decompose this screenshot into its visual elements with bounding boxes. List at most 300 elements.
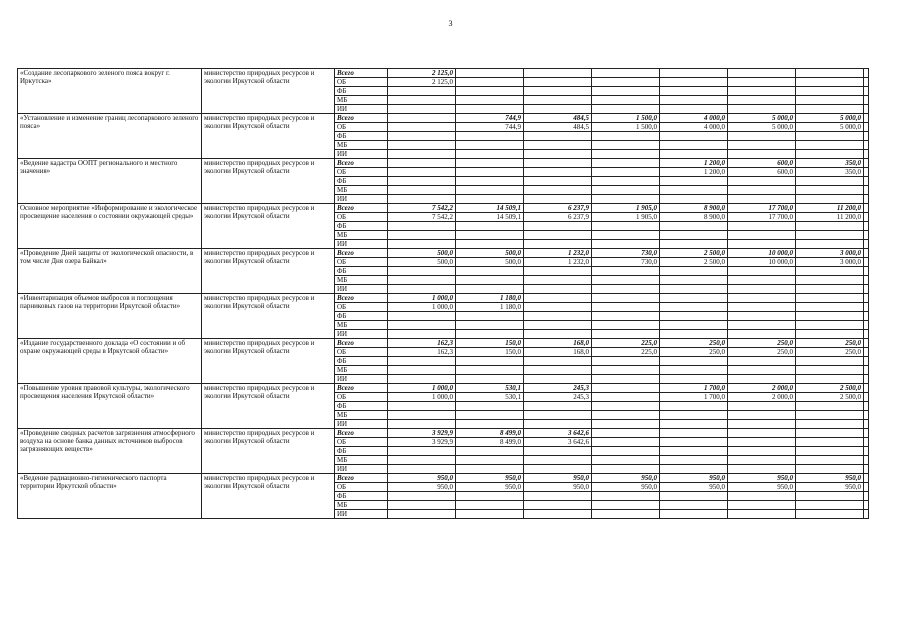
amount-cell: [864, 420, 869, 429]
amount-cell: [864, 231, 869, 240]
amount-cell: [388, 330, 456, 339]
amount-cell: [592, 240, 660, 249]
funding-source-cell: МБ: [335, 321, 388, 330]
amount-cell: [524, 321, 592, 330]
amount-cell: [728, 186, 796, 195]
amount-cell: [456, 411, 524, 420]
amount-cell: [524, 465, 592, 474]
amount-cell: [864, 375, 869, 384]
amount-cell: [592, 87, 660, 96]
amount-cell: [388, 447, 456, 456]
amount-cell: 10 000,0: [728, 258, 796, 267]
amount-cell: [592, 177, 660, 186]
amount-cell: [660, 303, 728, 312]
amount-cell: [728, 501, 796, 510]
funding-source-cell: МБ: [335, 186, 388, 195]
amount-cell: 350,0: [796, 168, 864, 177]
amount-cell: 8 900,0: [660, 204, 728, 213]
amount-cell: [456, 195, 524, 204]
amount-cell: [592, 492, 660, 501]
amount-cell: [728, 141, 796, 150]
amount-cell: [864, 303, 869, 312]
amount-cell: [388, 366, 456, 375]
amount-cell: [524, 105, 592, 114]
amount-cell: 225,0: [592, 339, 660, 348]
amount-cell: [864, 339, 869, 348]
amount-cell: 500,0: [456, 258, 524, 267]
amount-cell: [728, 267, 796, 276]
amount-cell: [524, 96, 592, 105]
amount-cell: [388, 132, 456, 141]
amount-cell: [728, 357, 796, 366]
funding-source-cell: Всего: [335, 159, 388, 168]
amount-cell: [864, 429, 869, 438]
amount-cell: 950,0: [728, 474, 796, 483]
amount-cell: [864, 177, 869, 186]
amount-cell: 730,0: [592, 258, 660, 267]
executor-cell: министерство природных ресурсов и экологии Иркутской области: [202, 114, 335, 159]
amount-cell: [388, 177, 456, 186]
amount-cell: [524, 402, 592, 411]
amount-cell: [796, 321, 864, 330]
amount-cell: 950,0: [524, 474, 592, 483]
amount-cell: [864, 366, 869, 375]
amount-cell: [796, 411, 864, 420]
amount-cell: [728, 411, 796, 420]
amount-cell: [524, 501, 592, 510]
amount-cell: [864, 393, 869, 402]
amount-cell: [796, 375, 864, 384]
amount-cell: [592, 96, 660, 105]
amount-cell: [524, 267, 592, 276]
amount-cell: 4 000,0: [660, 114, 728, 123]
amount-cell: 350,0: [796, 159, 864, 168]
amount-cell: [456, 276, 524, 285]
amount-cell: 8 499,0: [456, 438, 524, 447]
amount-cell: 950,0: [796, 474, 864, 483]
amount-cell: [796, 231, 864, 240]
amount-cell: [660, 78, 728, 87]
amount-cell: [388, 402, 456, 411]
amount-cell: [592, 429, 660, 438]
amount-cell: 162,3: [388, 348, 456, 357]
amount-cell: [728, 240, 796, 249]
amount-cell: [660, 105, 728, 114]
amount-cell: 950,0: [456, 474, 524, 483]
executor-cell: министерство природных ресурсов и экологии Иркутской области: [202, 339, 335, 384]
amount-cell: 1 500,0: [592, 123, 660, 132]
table-row: [18, 429, 869, 438]
funding-source-cell: ФБ: [335, 492, 388, 501]
amount-cell: [388, 312, 456, 321]
executor-cell: министерство природных ресурсов и экологии Иркутской области: [202, 249, 335, 294]
amount-cell: [524, 222, 592, 231]
activity-name-cell: «Проведение Дней защиты от экологической опасности, в том числе Дня озера Байкал»: [18, 249, 202, 294]
amount-cell: 1 000,0: [388, 294, 456, 303]
amount-cell: 530,1: [456, 384, 524, 393]
amount-cell: 5 000,0: [728, 123, 796, 132]
amount-cell: 11 200,0: [796, 204, 864, 213]
amount-cell: [388, 492, 456, 501]
amount-cell: [660, 321, 728, 330]
amount-cell: [592, 105, 660, 114]
amount-cell: 1 232,0: [524, 249, 592, 258]
amount-cell: [728, 285, 796, 294]
amount-cell: [388, 501, 456, 510]
amount-cell: [660, 465, 728, 474]
funding-source-cell: МБ: [335, 96, 388, 105]
amount-cell: [796, 195, 864, 204]
amount-cell: [660, 231, 728, 240]
amount-cell: 250,0: [728, 348, 796, 357]
amount-cell: [728, 438, 796, 447]
amount-cell: [864, 204, 869, 213]
amount-cell: [864, 384, 869, 393]
amount-cell: [796, 186, 864, 195]
amount-cell: [456, 321, 524, 330]
amount-cell: [660, 195, 728, 204]
funding-source-cell: Всего: [335, 294, 388, 303]
amount-cell: [864, 78, 869, 87]
amount-cell: [864, 321, 869, 330]
funding-source-cell: ИИ: [335, 510, 388, 519]
amount-cell: [456, 87, 524, 96]
amount-cell: 1 905,0: [592, 204, 660, 213]
amount-cell: [864, 159, 869, 168]
amount-cell: 3 929,9: [388, 438, 456, 447]
amount-cell: [388, 321, 456, 330]
amount-cell: [864, 276, 869, 285]
amount-cell: [864, 132, 869, 141]
amount-cell: [660, 411, 728, 420]
amount-cell: [728, 510, 796, 519]
amount-cell: [728, 429, 796, 438]
executor-cell: министерство природных ресурсов и экологии Иркутской области: [202, 429, 335, 474]
funding-source-cell: МБ: [335, 141, 388, 150]
executor-cell: министерство природных ресурсов и экологии Иркутской области: [202, 474, 335, 519]
amount-cell: [864, 492, 869, 501]
amount-cell: [524, 303, 592, 312]
executor-cell: министерство природных ресурсов и экологии Иркутской области: [202, 159, 335, 204]
amount-cell: [524, 231, 592, 240]
amount-cell: 4 000,0: [660, 123, 728, 132]
activity-name-cell: «Повышение уровня правовой культуры, экологического просвещения населения Иркутской области»: [18, 384, 202, 429]
amount-cell: [524, 375, 592, 384]
amount-cell: [864, 69, 869, 78]
amount-cell: [456, 285, 524, 294]
amount-cell: [456, 501, 524, 510]
amount-cell: 14 509,1: [456, 204, 524, 213]
amount-cell: 500,0: [388, 249, 456, 258]
amount-cell: 250,0: [660, 348, 728, 357]
amount-cell: 600,0: [728, 159, 796, 168]
amount-cell: [864, 285, 869, 294]
amount-cell: [592, 384, 660, 393]
amount-cell: 245,3: [524, 393, 592, 402]
funding-source-cell: МБ: [335, 501, 388, 510]
amount-cell: [524, 492, 592, 501]
amount-cell: [864, 249, 869, 258]
funding-source-cell: ОБ: [335, 303, 388, 312]
amount-cell: [796, 87, 864, 96]
amount-cell: [456, 465, 524, 474]
amount-cell: [796, 150, 864, 159]
amount-cell: [864, 357, 869, 366]
funding-source-cell: ОБ: [335, 348, 388, 357]
amount-cell: 950,0: [456, 483, 524, 492]
amount-cell: 8 900,0: [660, 213, 728, 222]
amount-cell: [660, 177, 728, 186]
amount-cell: [728, 402, 796, 411]
amount-cell: 7 542,2: [388, 204, 456, 213]
amount-cell: 3 642,6: [524, 438, 592, 447]
funding-source-cell: ОБ: [335, 438, 388, 447]
amount-cell: [456, 78, 524, 87]
amount-cell: [660, 87, 728, 96]
amount-cell: [388, 240, 456, 249]
amount-cell: [388, 465, 456, 474]
amount-cell: 500,0: [388, 258, 456, 267]
amount-cell: [524, 177, 592, 186]
amount-cell: [456, 402, 524, 411]
activity-name-cell: «Создание лесопаркового зеленого пояса вокруг г. Иркутска»: [18, 69, 202, 114]
amount-cell: [388, 276, 456, 285]
amount-cell: [864, 402, 869, 411]
amount-cell: [592, 330, 660, 339]
amount-cell: 530,1: [456, 393, 524, 402]
amount-cell: [388, 267, 456, 276]
amount-cell: [456, 222, 524, 231]
amount-cell: [524, 510, 592, 519]
amount-cell: 744,9: [456, 123, 524, 132]
amount-cell: 2 125,0: [388, 78, 456, 87]
amount-cell: [660, 141, 728, 150]
amount-cell: [796, 276, 864, 285]
amount-cell: [524, 141, 592, 150]
funding-source-cell: МБ: [335, 231, 388, 240]
amount-cell: [864, 510, 869, 519]
amount-cell: [728, 96, 796, 105]
amount-cell: [796, 312, 864, 321]
amount-cell: [796, 510, 864, 519]
amount-cell: [456, 168, 524, 177]
amount-cell: [524, 447, 592, 456]
amount-cell: [456, 375, 524, 384]
amount-cell: [728, 447, 796, 456]
amount-cell: [456, 510, 524, 519]
amount-cell: [864, 141, 869, 150]
amount-cell: [456, 69, 524, 78]
amount-cell: [592, 510, 660, 519]
amount-cell: 250,0: [796, 339, 864, 348]
amount-cell: [660, 267, 728, 276]
amount-cell: [524, 132, 592, 141]
funding-source-cell: Всего: [335, 69, 388, 78]
amount-cell: [864, 294, 869, 303]
amount-cell: [864, 213, 869, 222]
amount-cell: [796, 357, 864, 366]
amount-cell: [660, 429, 728, 438]
amount-cell: [660, 357, 728, 366]
amount-cell: [728, 231, 796, 240]
amount-cell: [456, 186, 524, 195]
amount-cell: [864, 411, 869, 420]
amount-cell: [592, 303, 660, 312]
amount-cell: 1 200,0: [660, 168, 728, 177]
amount-cell: 8 499,0: [456, 429, 524, 438]
amount-cell: [796, 177, 864, 186]
amount-cell: [524, 168, 592, 177]
amount-cell: [388, 510, 456, 519]
amount-cell: [592, 150, 660, 159]
amount-cell: [592, 312, 660, 321]
amount-cell: 950,0: [728, 483, 796, 492]
amount-cell: [592, 321, 660, 330]
amount-cell: [796, 330, 864, 339]
amount-cell: 950,0: [388, 474, 456, 483]
amount-cell: [524, 312, 592, 321]
funding-source-cell: Всего: [335, 429, 388, 438]
amount-cell: [456, 420, 524, 429]
amount-cell: [524, 456, 592, 465]
amount-cell: [524, 240, 592, 249]
amount-cell: [524, 150, 592, 159]
amount-cell: [728, 330, 796, 339]
amount-cell: [728, 321, 796, 330]
amount-cell: [796, 69, 864, 78]
amount-cell: 2 500,0: [796, 384, 864, 393]
amount-cell: [456, 312, 524, 321]
amount-cell: 11 200,0: [796, 213, 864, 222]
amount-cell: [796, 366, 864, 375]
amount-cell: [660, 375, 728, 384]
amount-cell: 162,3: [388, 339, 456, 348]
activity-name-cell: «Издание государственного доклада «О состоянии и об охране окружающей среды в Иркутской области»: [18, 339, 202, 384]
table-row: [18, 294, 869, 303]
funding-source-cell: ИИ: [335, 375, 388, 384]
amount-cell: [660, 222, 728, 231]
amount-cell: [660, 438, 728, 447]
amount-cell: [728, 420, 796, 429]
amount-cell: [728, 294, 796, 303]
amount-cell: [388, 420, 456, 429]
amount-cell: [524, 87, 592, 96]
amount-cell: [456, 240, 524, 249]
amount-cell: [660, 69, 728, 78]
funding-source-cell: МБ: [335, 276, 388, 285]
funding-source-cell: Всего: [335, 249, 388, 258]
funding-source-cell: ОБ: [335, 123, 388, 132]
amount-cell: [660, 510, 728, 519]
amount-cell: [864, 195, 869, 204]
amount-cell: [456, 141, 524, 150]
amount-cell: [592, 168, 660, 177]
funding-source-cell: ФБ: [335, 402, 388, 411]
amount-cell: [728, 177, 796, 186]
amount-cell: [864, 222, 869, 231]
amount-cell: [592, 231, 660, 240]
funding-source-cell: Всего: [335, 339, 388, 348]
amount-cell: [796, 402, 864, 411]
amount-cell: [864, 258, 869, 267]
amount-cell: [660, 420, 728, 429]
amount-cell: 950,0: [796, 483, 864, 492]
amount-cell: [864, 240, 869, 249]
amount-cell: [728, 222, 796, 231]
funding-source-cell: ИИ: [335, 420, 388, 429]
table-row: [18, 474, 869, 483]
amount-cell: [796, 303, 864, 312]
amount-cell: [864, 105, 869, 114]
amount-cell: [592, 294, 660, 303]
amount-cell: [728, 195, 796, 204]
amount-cell: 245,3: [524, 384, 592, 393]
amount-cell: [388, 231, 456, 240]
funding-source-cell: ОБ: [335, 483, 388, 492]
amount-cell: [660, 492, 728, 501]
amount-cell: 600,0: [728, 168, 796, 177]
amount-cell: [864, 438, 869, 447]
funding-source-cell: ФБ: [335, 222, 388, 231]
amount-cell: [388, 159, 456, 168]
amount-cell: [864, 501, 869, 510]
amount-cell: [592, 222, 660, 231]
amount-cell: [864, 87, 869, 96]
table-row: [18, 159, 869, 168]
amount-cell: [660, 186, 728, 195]
amount-cell: [796, 465, 864, 474]
amount-cell: [388, 123, 456, 132]
amount-cell: [728, 366, 796, 375]
activity-name-cell: «Ведение кадастра ООПТ регионального и местного значения»: [18, 159, 202, 204]
funding-source-cell: ФБ: [335, 267, 388, 276]
funding-source-cell: ИИ: [335, 465, 388, 474]
amount-cell: [728, 492, 796, 501]
funding-source-cell: ФБ: [335, 87, 388, 96]
amount-cell: [524, 78, 592, 87]
amount-cell: [864, 330, 869, 339]
amount-cell: 950,0: [592, 474, 660, 483]
amount-cell: [796, 294, 864, 303]
amount-cell: [660, 501, 728, 510]
funding-source-cell: Всего: [335, 114, 388, 123]
amount-cell: 5 000,0: [796, 114, 864, 123]
amount-cell: [524, 195, 592, 204]
amount-cell: 950,0: [660, 474, 728, 483]
amount-cell: [524, 276, 592, 285]
amount-cell: [592, 420, 660, 429]
amount-cell: 150,0: [456, 339, 524, 348]
amount-cell: [388, 186, 456, 195]
amount-cell: [660, 150, 728, 159]
funding-source-cell: ОБ: [335, 168, 388, 177]
activity-name-cell: «Инвентаризация объемов выбросов и поглощения парниковых газов на территории Иркутской области»: [18, 294, 202, 339]
amount-cell: 1 000,0: [388, 393, 456, 402]
amount-cell: [660, 366, 728, 375]
amount-cell: [388, 114, 456, 123]
amount-cell: [592, 285, 660, 294]
amount-cell: [864, 114, 869, 123]
amount-cell: 5 000,0: [728, 114, 796, 123]
amount-cell: [456, 447, 524, 456]
amount-cell: [456, 132, 524, 141]
amount-cell: [456, 177, 524, 186]
amount-cell: [456, 366, 524, 375]
amount-cell: [388, 456, 456, 465]
funding-source-cell: Всего: [335, 384, 388, 393]
executor-cell: министерство природных ресурсов и экологии Иркутской области: [202, 384, 335, 429]
amount-cell: [592, 465, 660, 474]
